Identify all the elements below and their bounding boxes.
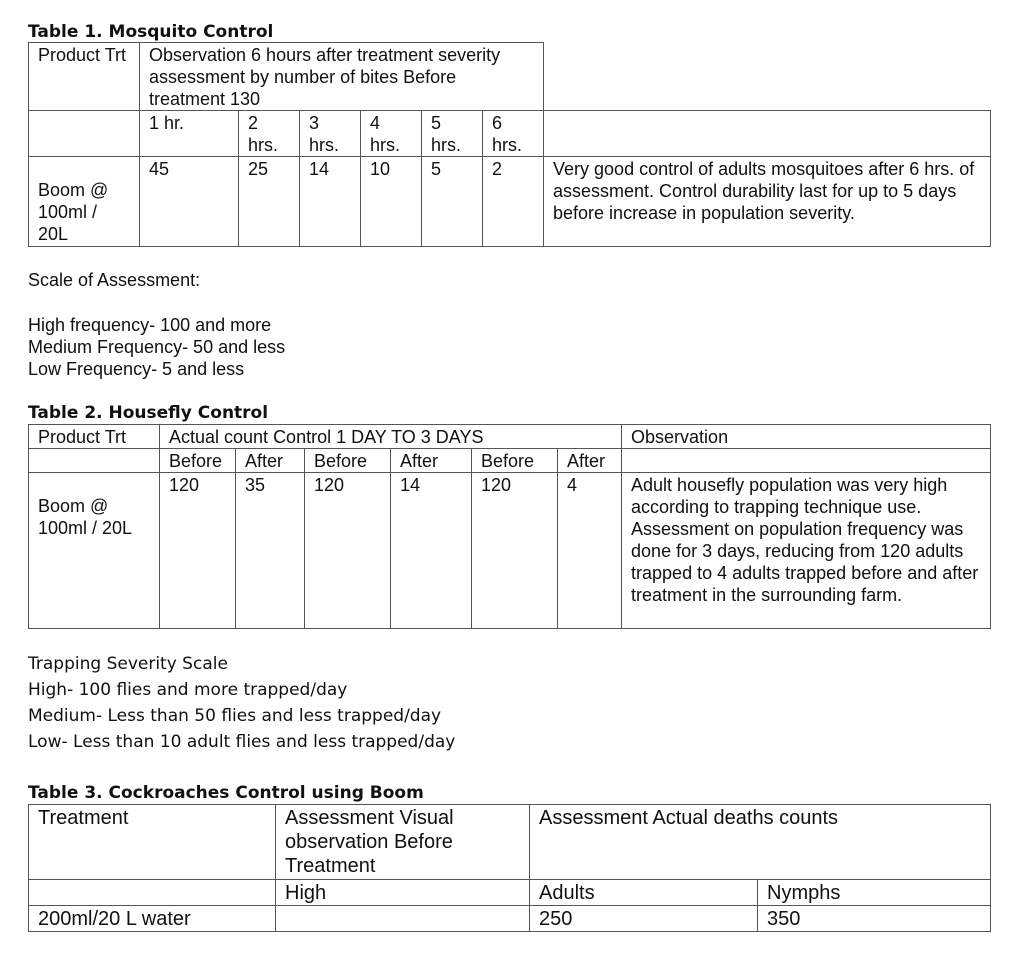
t2-value-before-2: 120: [305, 473, 391, 629]
t2-value-before-3: 120: [472, 473, 558, 629]
scale2-line-high: High- 100 flies and more trapped/day: [28, 680, 348, 700]
t1-hour-4: 4 hrs.: [361, 111, 422, 157]
t2-sub-after-1: After: [236, 449, 305, 473]
t1-hour-3: 3 hrs.: [300, 111, 361, 157]
t1-value-6: 2: [483, 157, 544, 247]
scale1-line-medium: Medium Frequency- 50 and less: [28, 337, 286, 357]
t3-nymphs: 350: [758, 906, 991, 932]
t3-header-visual: Assessment Visual observation Before Treatment: [276, 805, 530, 880]
t3-treatment: 200ml/20 L water: [29, 906, 276, 932]
table1-caption: Table 1. Mosquito Control: [28, 22, 274, 42]
table1: [28, 42, 991, 247]
scale2-title: Trapping Severity Scale: [28, 654, 228, 674]
t2-header-product: Product Trt: [29, 425, 160, 449]
t1-hour-6: 6 hrs.: [483, 111, 544, 157]
t1-value-4: 10: [361, 157, 422, 247]
t1-hours-empty: [29, 111, 140, 157]
t1-hours-note-empty: [544, 111, 991, 157]
scale1-title: Scale of Assessment:: [28, 270, 201, 290]
t2-value-after-3: 4: [558, 473, 622, 629]
t1-value-5: 5: [422, 157, 483, 247]
t3-sub-empty: [29, 880, 276, 906]
t3-header-deaths: Assessment Actual deaths counts: [530, 805, 991, 880]
t3-adults: 250: [530, 906, 758, 932]
scale2-line-low: Low- Less than 10 adult flies and less trapped/day: [28, 732, 456, 752]
t1-header-empty: [544, 43, 991, 111]
t2-note: Adult housefly population was very high according to trapping technique use. Assessment on population frequency was done for 3 days, reducing from 120 adults trapped to 4 adults trapped before and after treatment in the surrounding farm.: [622, 473, 991, 629]
t1-header-product: Product Trt: [29, 43, 140, 111]
table3: [28, 804, 991, 932]
t1-value-1: 45: [140, 157, 239, 247]
t1-hour-2: 2 hrs.: [239, 111, 300, 157]
t3-header-adults: Adults: [530, 880, 758, 906]
t2-value-after-2: 14: [391, 473, 472, 629]
scale2-line-medium: Medium- Less than 50 flies and less trapped/day: [28, 706, 442, 726]
t2-sub-after-3: After: [558, 449, 622, 473]
t2-sub-note-empty: [622, 449, 991, 473]
t2-value-after-1: 35: [236, 473, 305, 629]
table2: [28, 424, 991, 629]
t1-note: Very good control of adults mosquitoes after 6 hrs. of assessment. Control durability last for up to 5 days before increase in population severity.: [544, 157, 991, 247]
t2-sub-empty: [29, 449, 160, 473]
t3-visual-empty: [276, 906, 530, 932]
t2-sub-before-1: Before: [160, 449, 236, 473]
scale1-line-low: Low Frequency- 5 and less: [28, 359, 245, 379]
t1-hour-1: 1 hr.: [140, 111, 239, 157]
table3-caption: Table 3. Cockroaches Control using Boom: [28, 783, 424, 803]
t1-product: Boom @ 100ml / 20L: [29, 157, 140, 247]
t1-value-3: 14: [300, 157, 361, 247]
t1-hour-5: 5 hrs.: [422, 111, 483, 157]
t2-sub-before-2: Before: [305, 449, 391, 473]
t2-sub-after-2: After: [391, 449, 472, 473]
t3-header-nymphs: Nymphs: [758, 880, 991, 906]
scale1-line-high: High frequency- 100 and more: [28, 315, 272, 335]
t1-value-2: 25: [239, 157, 300, 247]
t3-header-treatment: Treatment: [29, 805, 276, 880]
t2-header-count: Actual count Control 1 DAY TO 3 DAYS: [160, 425, 622, 449]
t2-header-observation: Observation: [622, 425, 991, 449]
t1-header-observation: Observation 6 hours after treatment severity assessment by number of bites Before treatment 130: [140, 43, 544, 111]
table2-caption: Table 2. Housefly Control: [28, 403, 269, 423]
t2-value-before-1: 120: [160, 473, 236, 629]
t2-product: Boom @ 100ml / 20L: [29, 473, 160, 629]
t2-sub-before-3: Before: [472, 449, 558, 473]
t3-visual-value: High: [276, 880, 530, 906]
